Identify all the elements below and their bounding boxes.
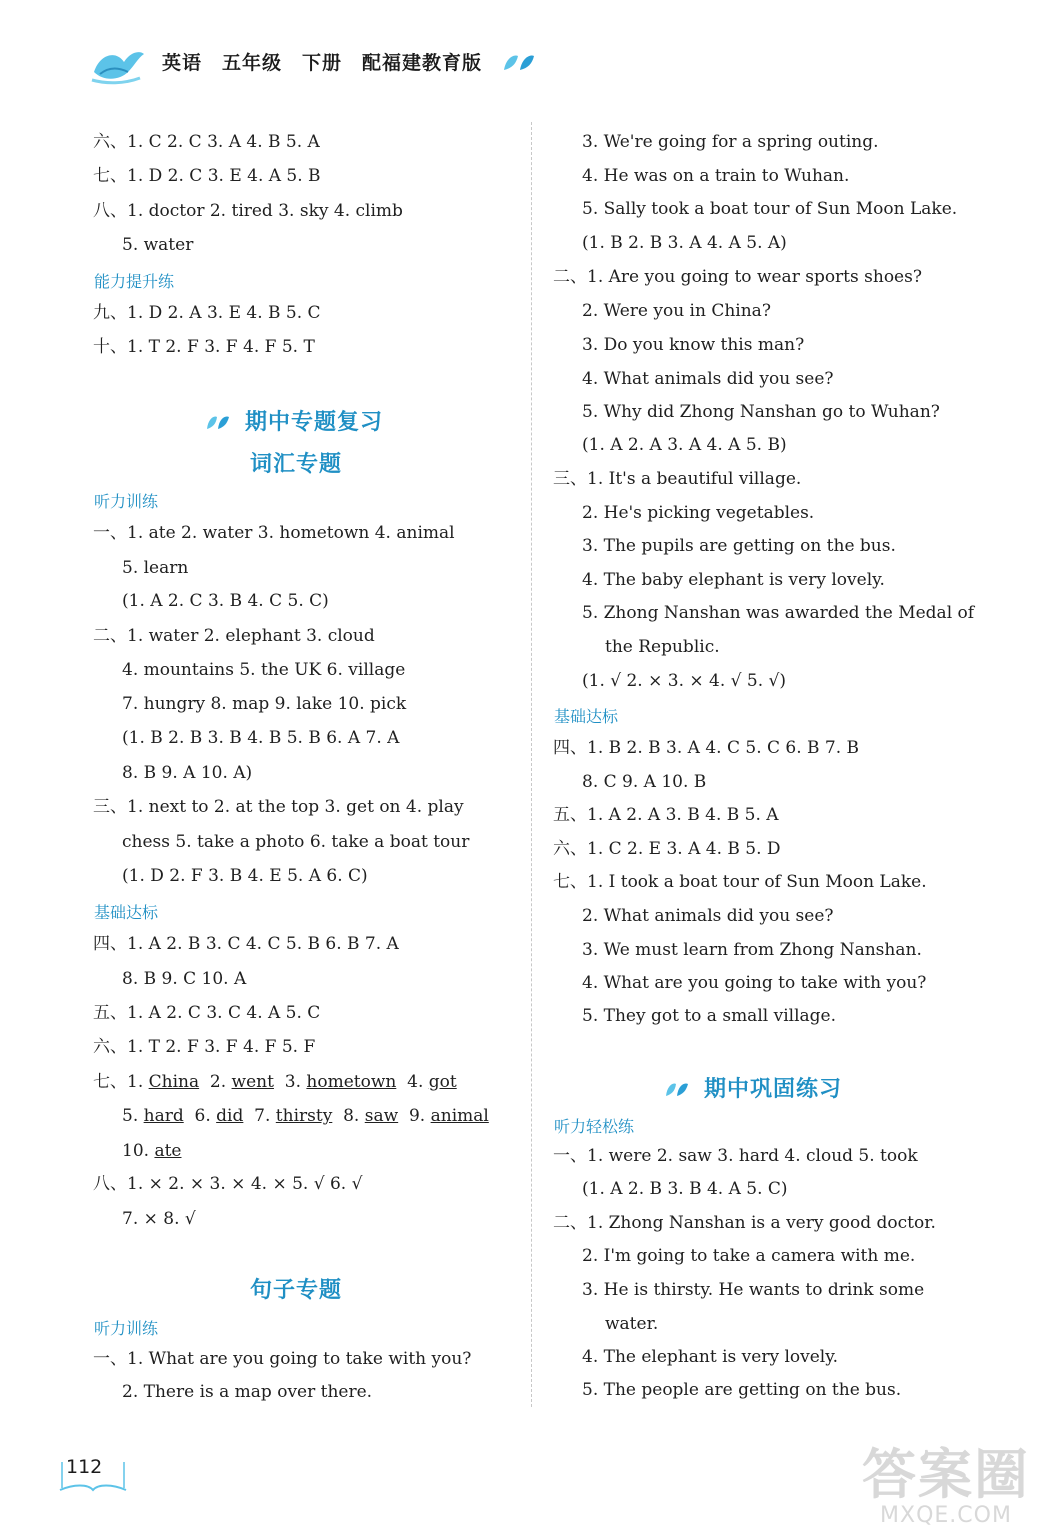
answer-line: 四、1. A 2. B 3. C 4. C 5. B 6. B 7. A — [93, 934, 399, 954]
answer-line: 十、1. T 2. F 3. F 4. F 5. T — [93, 337, 315, 357]
topic-title: 句子专题 — [250, 1278, 343, 1303]
header-grade: 五年级 — [222, 52, 283, 74]
answer-line: 5. The people are getting on the bus. — [582, 1380, 902, 1400]
answer-line: 8. C 9. A 10. B — [582, 772, 707, 792]
answer-line: 7. × 8. √ — [122, 1209, 196, 1229]
chapter-title — [205, 405, 383, 436]
answer-line: 八、1. doctor 2. tired 3. sky 4. climb — [93, 201, 403, 221]
column-divider — [531, 122, 532, 1407]
answer-line: 4. What are you going to take with you? — [582, 973, 927, 993]
answer-line: 六、1. C 2. C 3. A 4. B 5. A — [93, 132, 320, 152]
watermark — [862, 1443, 1030, 1528]
underlined-word: ate — [154, 1141, 182, 1161]
answer-line: 二、1. Zhong Nanshan is a very good doctor. — [553, 1213, 936, 1233]
answer-line: 5. hard 6. did 7. thirsty 8. saw 9. animal — [122, 1106, 489, 1126]
answer-line: 3. Do you know this man? — [582, 335, 805, 355]
underlined-word: did — [216, 1106, 244, 1126]
underlined-word: hometown — [306, 1072, 397, 1092]
watermark-url: MXQE.COM — [880, 1503, 1012, 1528]
section-heading: 听力训练 — [94, 1319, 159, 1338]
section-heading: 基础达标 — [94, 903, 159, 922]
answer-line: (1. A 2. A 3. A 4. A 5. B) — [582, 435, 787, 455]
answer-line: 10. ate — [122, 1141, 182, 1161]
underlined-word: China — [148, 1072, 200, 1092]
chapter-title-text: 期中巩固练习 — [704, 1077, 843, 1102]
header-volume: 下册 — [302, 52, 343, 74]
answer-line: 3. We must learn from Zhong Nanshan. — [582, 940, 922, 960]
answer-line: 3. He is thirsty. He wants to drink some — [582, 1280, 925, 1300]
answer-line: 九、1. D 2. A 3. E 4. B 5. C — [93, 303, 321, 323]
answer-line: 5. Zhong Nanshan was awarded the Medal of — [582, 603, 975, 623]
answer-line: 三、1. next to 2. at the top 3. get on 4. play — [93, 797, 464, 817]
section-heading: 能力提升练 — [94, 272, 175, 291]
answer-line: (1. D 2. F 3. B 4. E 5. A 6. C) — [122, 866, 368, 886]
chapter-title-text: 期中专题复习 — [245, 410, 384, 435]
answer-line: 4. What animals did you see? — [582, 369, 834, 389]
answer-line: (1. √ 2. × 3. × 4. √ 5. √) — [582, 671, 786, 691]
answer-line: 四、1. B 2. B 3. A 4. C 5. C 6. B 7. B — [553, 738, 860, 758]
answer-line: (1. B 2. B 3. A 4. A 5. A) — [582, 233, 787, 253]
chapter-title — [664, 1072, 842, 1103]
answer-line: the Republic. — [605, 637, 720, 657]
underlined-word: animal — [430, 1106, 489, 1126]
answer-line: 4. The baby elephant is very lovely. — [582, 570, 885, 590]
answer-line: 3. We're going for a spring outing. — [582, 132, 879, 152]
answer-line: 七、1. D 2. C 3. E 4. A 5. B — [93, 166, 321, 186]
answer-line: 六、1. C 2. E 3. A 4. B 5. D — [553, 839, 781, 859]
answer-line: water. — [605, 1314, 659, 1334]
answer-line: 一、1. ate 2. water 3. hometown 4. animal — [93, 523, 455, 543]
answer-line: 六、1. T 2. F 3. F 4. F 5. F — [93, 1037, 316, 1057]
answer-line: (1. A 2. B 3. B 4. A 5. C) — [582, 1179, 788, 1199]
answer-line: 一、1. What are you going to take with you? — [93, 1349, 472, 1369]
answer-line: 八、1. × 2. × 3. × 4. × 5. √ 6. √ — [93, 1174, 363, 1194]
watermark-text: 答案圈 — [862, 1443, 1030, 1506]
answer-line: 五、1. A 2. A 3. B 4. B 5. A — [553, 805, 779, 825]
answer-prefix: 七、1. — [93, 1072, 149, 1092]
answer-line: 二、1. Are you going to wear sports shoes? — [553, 267, 922, 287]
answer-line: 8. B 9. C 10. A — [122, 969, 247, 989]
underlined-word: got — [428, 1072, 457, 1092]
header-edition: 配福建教育版 — [362, 52, 483, 74]
underlined-word: saw — [364, 1106, 399, 1126]
answer-line: 5. They got to a small village. — [582, 1006, 836, 1026]
section-heading: 听力轻松练 — [554, 1117, 635, 1136]
answer-line: 5. Why did Zhong Nanshan go to Wuhan? — [582, 402, 940, 422]
page-header — [90, 38, 570, 98]
leaf-icon — [664, 1080, 690, 1100]
answer-line: 4. He was on a train to Wuhan. — [582, 166, 850, 186]
answer-line: 2. He's picking vegetables. — [582, 503, 815, 523]
header-subject: 英语 — [162, 52, 203, 74]
answer-line: 5. learn — [122, 558, 189, 578]
answer-line: 5. water — [122, 235, 194, 255]
page-number: 112 — [66, 1456, 103, 1478]
topic-title: 词汇专题 — [250, 452, 343, 477]
bird-logo-icon — [90, 44, 146, 86]
answer-line: 二、1. water 2. elephant 3. cloud — [93, 626, 375, 646]
section-heading: 听力训练 — [94, 492, 159, 511]
answer-line: 一、1. were 2. saw 3. hard 4. cloud 5. took — [553, 1146, 918, 1166]
answer-line: 三、1. It's a beautiful village. — [553, 469, 802, 489]
answer-line: 2. I'm going to take a camera with me. — [582, 1246, 916, 1266]
answer-line: 5. Sally took a boat tour of Sun Moon Lake. — [582, 199, 958, 219]
answer-line: 七、1. I took a boat tour of Sun Moon Lake. — [553, 872, 927, 892]
answer-line: (1. B 2. B 3. B 4. B 5. B 6. A 7. A — [122, 728, 400, 748]
answer-line: 4. The elephant is very lovely. — [582, 1347, 838, 1367]
header-title — [162, 48, 502, 75]
underlined-word: thirsty — [275, 1106, 333, 1126]
answer-line: (1. A 2. C 3. B 4. C 5. C) — [122, 591, 329, 611]
underlined-word: hard — [143, 1106, 184, 1126]
answer-line: 2. Were you in China? — [582, 301, 771, 321]
answer-line: 4. mountains 5. the UK 6. village — [122, 660, 406, 680]
leaf-icon — [502, 52, 536, 74]
answer-line: 五、1. A 2. C 3. C 4. A 5. C — [93, 1003, 321, 1023]
answer-line: 8. B 9. A 10. A) — [122, 763, 253, 783]
section-heading: 基础达标 — [554, 707, 619, 726]
answer-line: chess 5. take a photo 6. take a boat tour — [122, 832, 470, 852]
answer-line: 2. What animals did you see? — [582, 906, 834, 926]
underlined-word: went — [231, 1072, 274, 1092]
leaf-icon — [205, 413, 231, 433]
answer-line: 7. hungry 8. map 9. lake 10. pick — [122, 694, 407, 714]
answer-line: 3. The pupils are getting on the bus. — [582, 536, 896, 556]
answer-line: 2. There is a map over there. — [122, 1382, 373, 1402]
answer-line: 七、1. China 2. went 3. hometown 4. got — [93, 1072, 457, 1092]
